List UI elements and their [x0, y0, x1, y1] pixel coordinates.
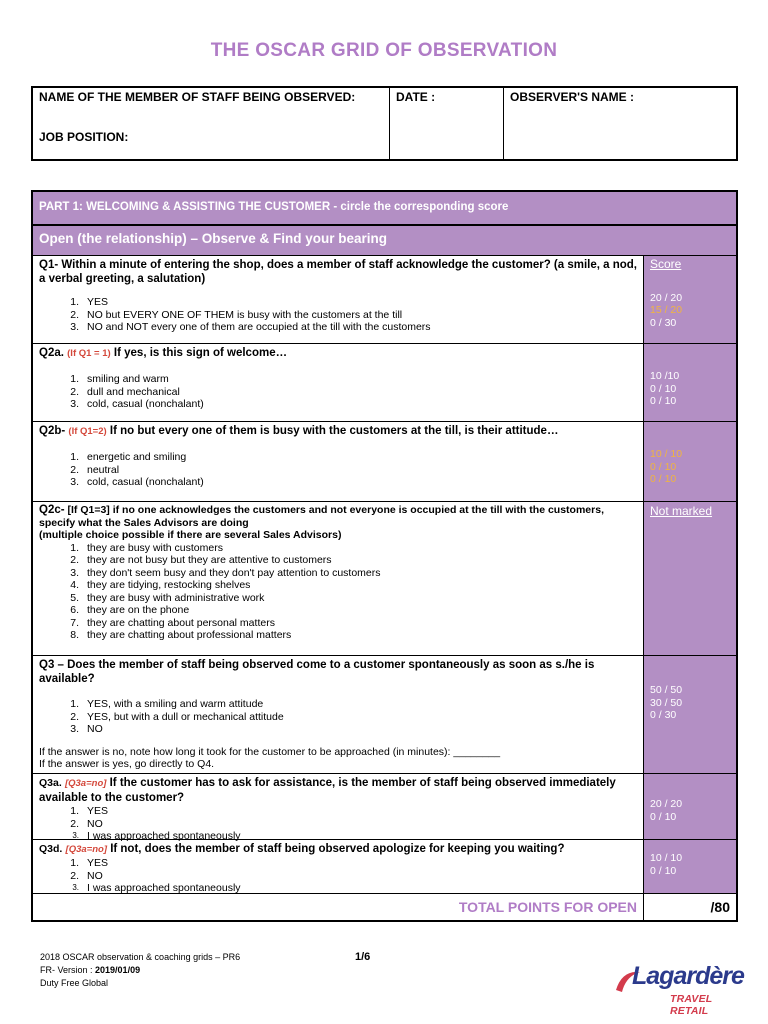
answer-item[interactable]: 1. energetic and smiling: [70, 451, 187, 463]
logo-wordmark: Lagardère: [632, 962, 744, 990]
question-row-q2a: [33, 344, 736, 422]
open-section-header: Open (the relationship) – Observe & Find your bearing: [33, 226, 736, 256]
go-to-q4-note: If the answer is yes, go directly to Q4.: [39, 758, 215, 770]
question-row-q3: [33, 656, 736, 774]
answer-item[interactable]: 3. I was approached spontaneously: [72, 882, 241, 894]
score-value[interactable]: 15 / 20: [650, 304, 683, 316]
answer-item[interactable]: 2. neutral: [70, 463, 120, 476]
question-cell: [33, 502, 644, 655]
score-cell: [644, 774, 736, 839]
question-row-q1: [33, 256, 736, 344]
job-position-label: JOB POSITION:: [39, 130, 129, 144]
question-cell: [33, 656, 644, 773]
document-title: THE OSCAR GRID OF OBSERVATION: [210, 40, 558, 61]
footer-info: [40, 951, 240, 990]
question-cell: [33, 422, 644, 501]
answer-item[interactable]: 3. cold, casual (nonchalant): [70, 476, 204, 488]
question-title: Q2c- [If Q1=3] if no one acknowledges the customers and not everyone is occupied at the till with the customers, specify what the Sales Advisors are doing: [39, 504, 604, 529]
date-label: DATE :: [396, 90, 436, 104]
total-label: TOTAL POINTS FOR OPEN: [33, 894, 644, 920]
question-subtitle: (multiple choice possible if there are several Sales Advisors): [39, 529, 342, 541]
question-title: Q3 – Does the member of staff being observed come to a customer spontaneously as soon as s./he is available?: [39, 659, 595, 685]
staff-name-cell[interactable]: [33, 88, 390, 159]
question-cell: [33, 256, 644, 343]
answer-item[interactable]: 3. cold, casual (nonchalant): [70, 398, 204, 410]
answer-item[interactable]: 2. YES, but with a dull or mechanical attitude: [70, 710, 284, 723]
staff-info-table: [31, 86, 738, 161]
score-value[interactable]: 20 / 20: [650, 291, 683, 304]
answer-list: [63, 373, 637, 411]
answer-item[interactable]: 7. they are chatting about personal matters: [70, 616, 275, 629]
observer-cell[interactable]: [504, 88, 736, 159]
score-value[interactable]: 0 / 10: [650, 810, 677, 823]
answer-item[interactable]: 1. YES, with a smiling and warm attitude: [70, 698, 264, 710]
question-cell: [33, 344, 644, 421]
observer-name-label: OBSERVER'S NAME :: [510, 90, 634, 104]
question-title: Q2a. (If Q1 = 1) If yes, is this sign of welcome…: [39, 347, 288, 359]
answer-item[interactable]: 2. NO: [70, 817, 103, 830]
answer-item[interactable]: 1. smiling and warm: [70, 373, 169, 385]
answer-item[interactable]: 3. NO: [70, 723, 103, 735]
question-row-q2c: [33, 502, 736, 656]
answer-item[interactable]: 2. dull and mechanical: [70, 385, 180, 398]
score-cell: [644, 422, 736, 501]
footer-doc-title: 2018 OSCAR observation & coaching grids – PR6: [40, 952, 241, 962]
score-value[interactable]: 0 / 10: [650, 473, 677, 485]
score-value[interactable]: 20 / 20: [650, 798, 683, 810]
footer-version: FR- Version : 2019/01/09: [40, 965, 141, 975]
date-cell[interactable]: [390, 88, 504, 159]
question-title: Q2b- (If Q1=2) If no but every one of them is busy with the customers at the till, is their attitude…: [39, 425, 559, 437]
staff-name-label: NAME OF THE MEMBER OF STAFF BEING OBSERVED:: [39, 90, 356, 104]
answer-list: [63, 451, 637, 489]
score-value[interactable]: 0 / 10: [650, 460, 677, 473]
answer-list: [63, 542, 637, 642]
question-cell: [33, 774, 644, 842]
answer-item[interactable]: 8. they are chatting about professional matters: [70, 629, 292, 641]
answer-list: [63, 805, 637, 843]
score-value[interactable]: 10 / 10: [650, 448, 683, 460]
footer-department: Duty Free Global: [40, 978, 109, 988]
score-cell: [644, 502, 736, 655]
score-value[interactable]: 0 / 10: [650, 864, 677, 877]
logo-tagline: TRAVEL RETAIL: [670, 993, 713, 1017]
score-value[interactable]: 0 / 30: [650, 709, 677, 721]
answer-list: [63, 857, 637, 895]
answer-item[interactable]: 2. they are not busy but they are attentive to customers: [70, 554, 332, 566]
answer-item[interactable]: 3. NO and NOT every one of them are occupied at the till with the customers: [70, 321, 431, 333]
score-value[interactable]: 30 / 50: [650, 696, 683, 709]
not-marked-label: Not marked: [650, 504, 713, 518]
wait-time-note: If the answer is no, note how long it took for the customer to be approached (in minutes): ________: [39, 745, 501, 758]
total-value[interactable]: /80: [710, 899, 730, 915]
answer-item[interactable]: 5. they are busy with administrative work: [70, 591, 265, 604]
answer-list: [63, 296, 637, 334]
score-value[interactable]: 10 / 10: [650, 852, 683, 864]
lagardere-logo: [612, 962, 744, 1017]
answer-item[interactable]: 4. they are tidying, restocking shelves: [70, 579, 251, 591]
score-cell: [644, 840, 736, 893]
score-value[interactable]: 10 /10: [650, 370, 680, 382]
answer-item[interactable]: 2. NO: [70, 869, 103, 882]
answer-list: [63, 698, 637, 736]
question-title: Q1- Within a minute of entering the shop, does a member of staff acknowledge the customer? (a smile, a nod, a verbal greeting, a salutation): [39, 259, 637, 285]
score-cell: [644, 656, 736, 773]
page-number: 1/6: [355, 951, 371, 963]
score-value[interactable]: 50 / 50: [650, 684, 683, 696]
question-title: Q3a. [Q3a=no] If the customer has to ask for assistance, is the member of staff being observed immediately available to the customer?: [39, 777, 616, 804]
question-row-q2b: [33, 422, 736, 502]
observation-grid: [31, 190, 738, 922]
question-title: Q3d. [Q3a=no] If not, does the member of staff being observed apologize for keeping you waiting?: [39, 843, 565, 855]
score-value[interactable]: 0 / 30: [650, 316, 677, 329]
question-row-q3a: [33, 774, 736, 840]
answer-item[interactable]: 1. YES: [70, 805, 109, 817]
answer-item[interactable]: 1. YES: [70, 296, 109, 308]
answer-item[interactable]: 2. NO but EVERY ONE OF THEM is busy with the customers at the till: [70, 308, 403, 321]
question-row-q3d: [33, 840, 736, 894]
part1-header: PART 1: WELCOMING & ASSISTING THE CUSTOMER - circle the corresponding score: [33, 192, 736, 226]
score-value[interactable]: 0 / 10: [650, 382, 677, 395]
score-cell: [644, 344, 736, 421]
score-cell: [644, 256, 736, 343]
score-header: Score: [650, 257, 682, 271]
answer-item[interactable]: 1. they are busy with customers: [70, 541, 223, 554]
answer-item[interactable]: 6. they are on the phone: [70, 604, 190, 616]
total-row: [33, 894, 736, 920]
answer-item[interactable]: 1. YES: [70, 857, 109, 869]
score-value[interactable]: 0 / 10: [650, 395, 677, 407]
answer-item[interactable]: 3. I was approached spontaneously: [72, 830, 241, 842]
question-cell: [33, 840, 644, 893]
answer-item[interactable]: 3. they don't seem busy and they don't pay attention to customers: [70, 566, 381, 579]
